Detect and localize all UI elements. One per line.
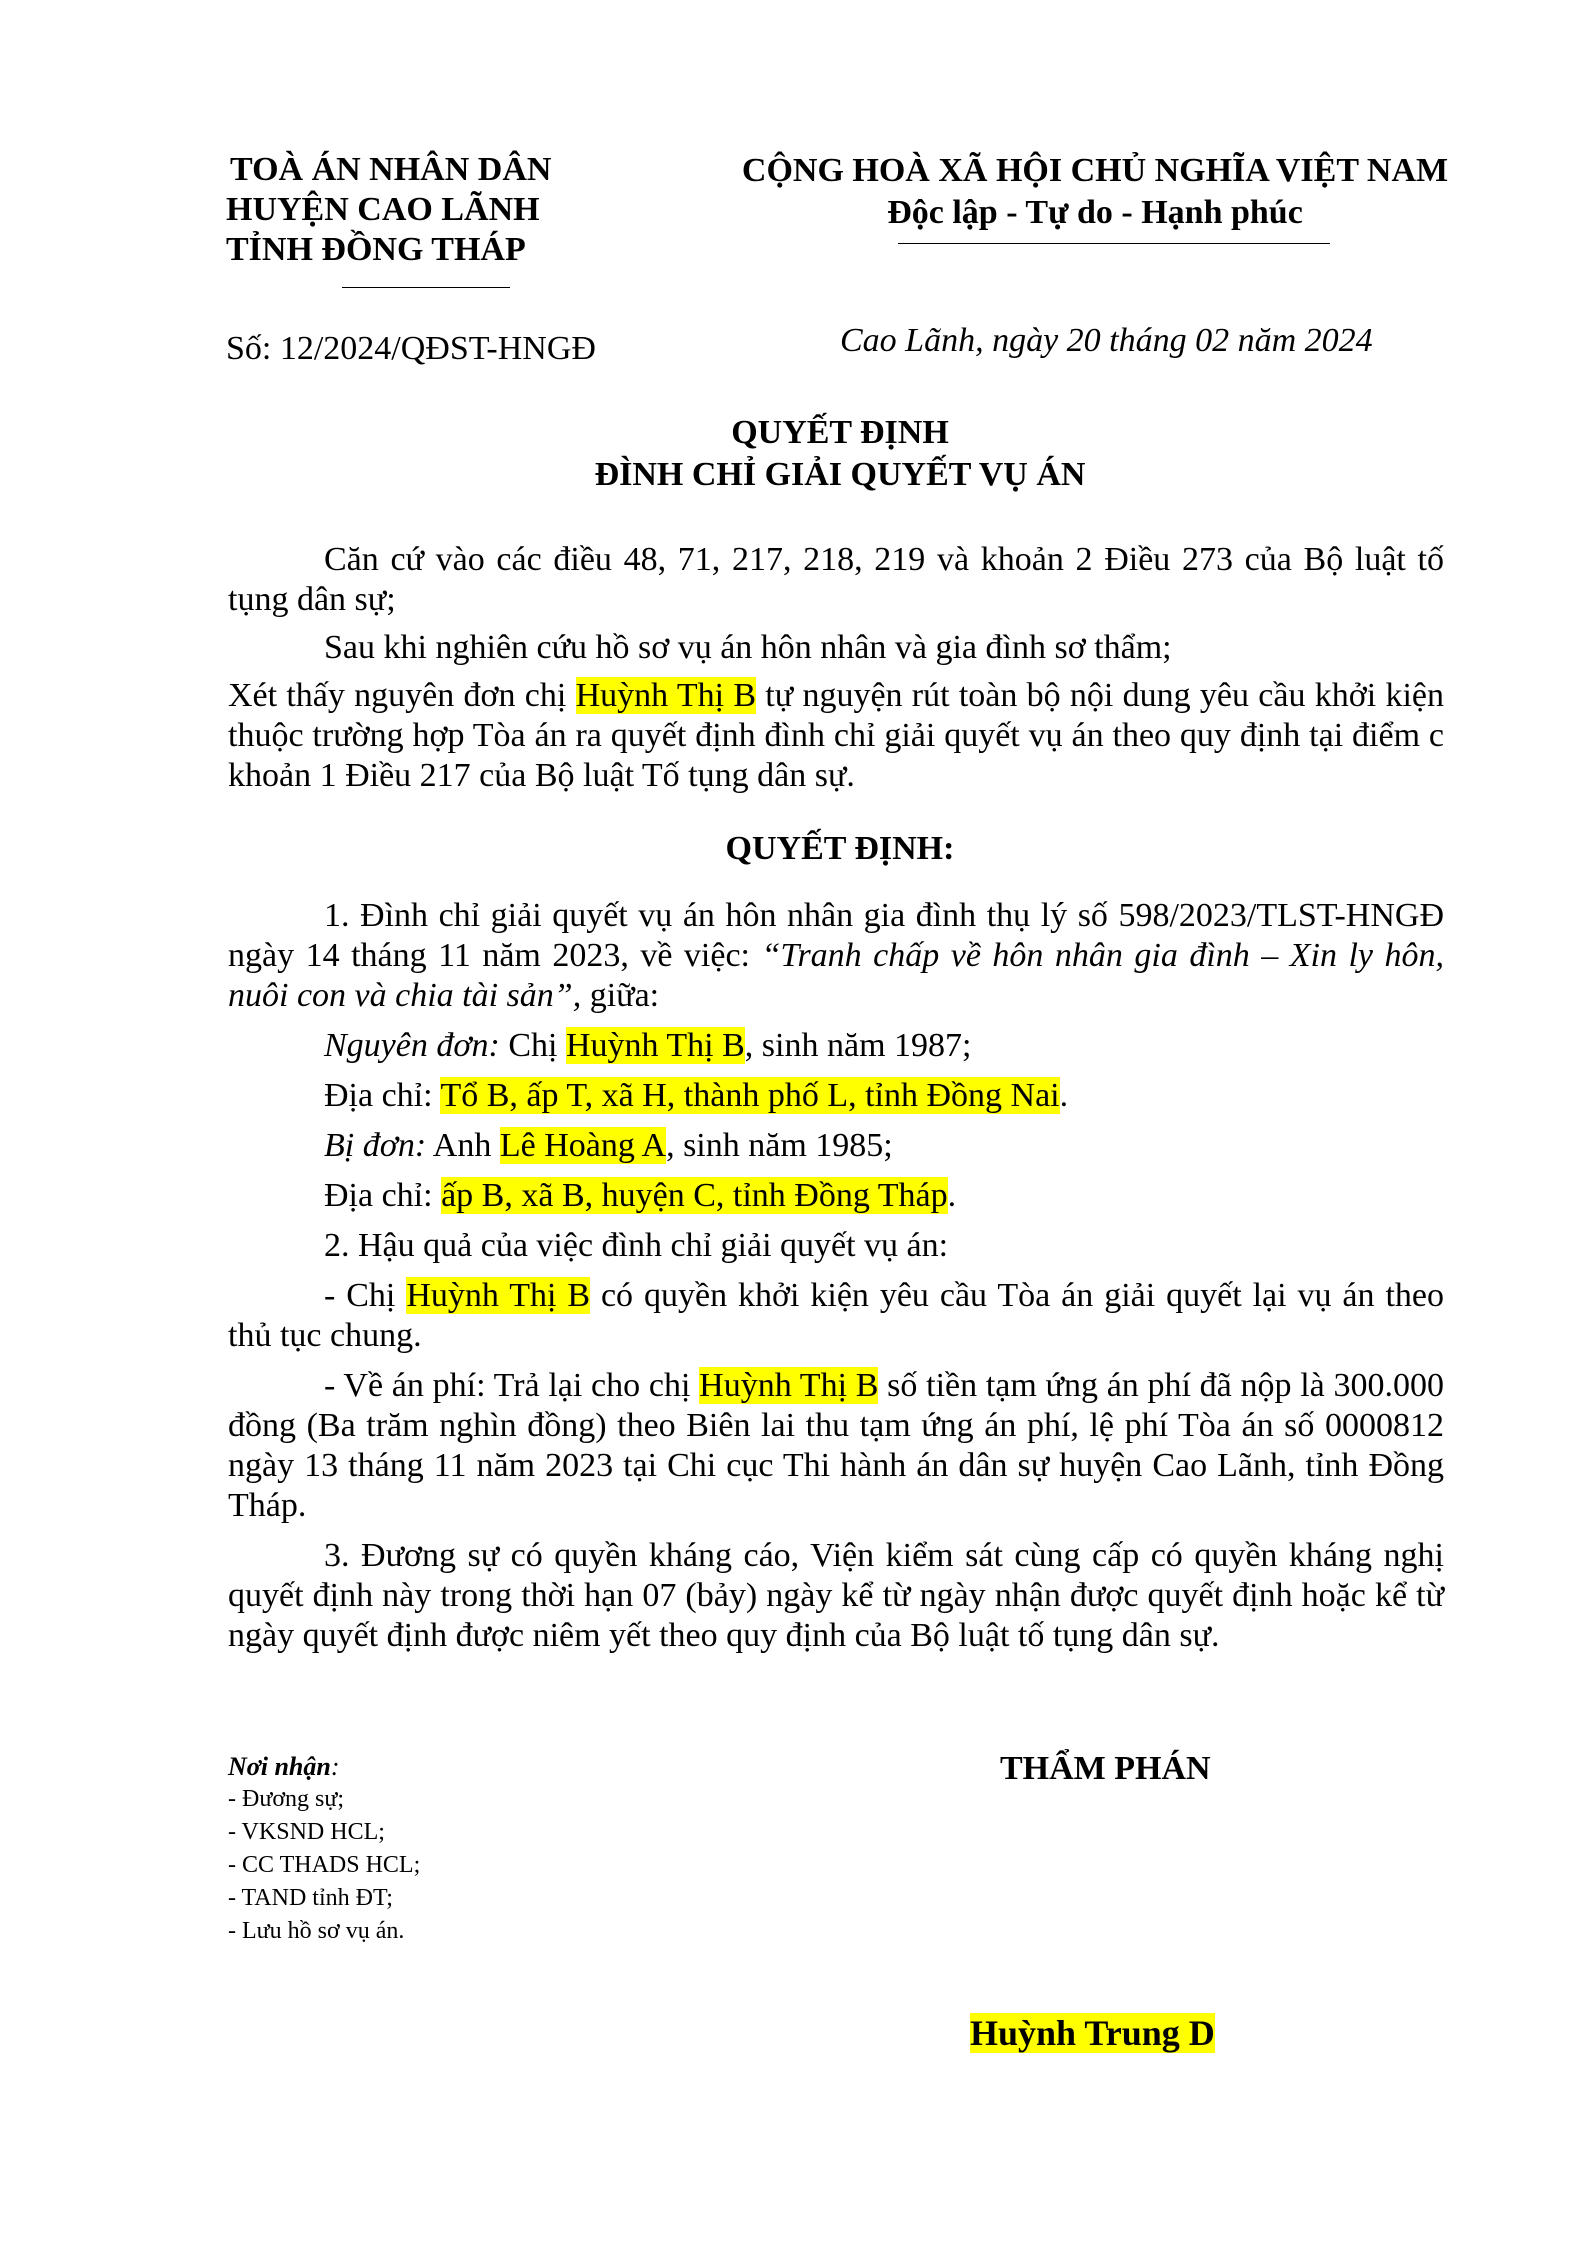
document-date: Cao Lãnh, ngày 20 tháng 02 năm 2024: [840, 322, 1373, 359]
defendant-name-highlight: Lê Hoàng A: [499, 1127, 667, 1164]
signer-name: Huỳnh Trung D: [970, 2013, 1215, 2053]
decision-item-1: 1. Đình chỉ giải quyết vụ án hôn nhân gia đình thụ lý số 598/2023/TLST-HNGĐ ngày 14 tháng 11 năm 2023, về việc: “Tranh chấp về hôn nhân gia đình – Xin ly hôn, nuôi con và chia tài sản”, giữa:: [228, 897, 1444, 1014]
plaintiff-name-highlight: Huỳnh Thị B: [575, 677, 757, 714]
plaintiff-address-line: Địa chỉ: Tổ B, ấp T, xã H, thành phố L, tỉnh Đồng Nai.: [324, 1077, 1069, 1114]
review-paragraph: Sau khi nghiên cứu hồ sơ vụ án hôn nhân và gia đình sơ thẩm;: [324, 629, 1172, 666]
plaintiff-address-highlight: Tổ B, ấp T, xã H, thành phố L, tỉnh Đồng Nai: [440, 1077, 1060, 1114]
recipient-item: - CC THADS HCL;: [228, 1852, 421, 1878]
defendant-address-highlight: ấp B, xã B, huyện C, tỉnh Đồng Tháp: [441, 1177, 948, 1214]
court-header: [226, 150, 551, 270]
plaintiff-line: Nguyên đơn: Chị Huỳnh Thị B, sinh năm 1987;: [324, 1027, 972, 1064]
consequence-refile: - Chị Huỳnh Thị B có quyền khởi kiện yêu cầu Tòa án giải quyết lại vụ án theo thủ tục chung.: [228, 1277, 1444, 1354]
recipient-item: - Lưu hồ sơ vụ án.: [228, 1918, 405, 1944]
decision-item-2: 2. Hậu quả của việc đình chỉ giải quyết vụ án:: [324, 1227, 949, 1264]
defendant-line: Bị đơn: Anh Lê Hoàng A, sinh năm 1985;: [324, 1127, 893, 1164]
decision-body: [228, 896, 1444, 1656]
defendant-address-line: Địa chỉ: ấp B, xã B, huyện C, tỉnh Đồng Tháp.: [324, 1177, 957, 1214]
document-subtitle: ĐÌNH CHỈ GIẢI QUYẾT VỤ ÁN: [594, 456, 1086, 493]
plaintiff-name-highlight: Huỳnh Thị B: [565, 1027, 745, 1064]
recipient-item: - Đương sự;: [228, 1786, 345, 1812]
document-title: QUYẾT ĐỊNH: [731, 414, 949, 451]
plaintiff-name-highlight: Huỳnh Thị B: [406, 1277, 591, 1314]
court-header-divider: [342, 287, 510, 288]
case-subject-quote: “Tranh chấp về hôn nhân gia đình – Xin ly hôn, nuôi con và chia tài sản”,: [228, 937, 1444, 1014]
motto-divider: [898, 243, 1330, 244]
plaintiff-name-highlight: Huỳnh Thị B: [699, 1367, 879, 1404]
recipients-label: Nơi nhận:: [228, 1752, 340, 1781]
court-district-line: HUYỆN CAO LÃNH: [226, 191, 540, 228]
document-number: Số: 12/2024/QĐST-HNGĐ: [226, 330, 596, 367]
recipient-item: - TAND tỉnh ĐT;: [228, 1885, 393, 1911]
finding-paragraph: Xét thấy nguyên đơn chị Huỳnh Thị B tự nguyện rút toàn bộ nội dung yêu cầu khởi kiện thuộc trường hợp Tòa án ra quyết định đình chỉ giải quyết vụ án theo quy định tại điểm c khoản 1 Điều 217 của Bộ luật Tố tụng dân sự.: [228, 677, 1444, 794]
decision-item-3: 3. Đương sự có quyền kháng cáo, Viện kiểm sát cùng cấp có quyền kháng nghị quyết định này trong thời hạn 07 (bảy) ngày kể từ ngày nhận được quyết định hoặc kể từ ngày quyết định được niêm yết theo quy định của Bộ luật tố tụng dân sự.: [228, 1537, 1444, 1654]
court-province-line: TỈNH ĐỒNG THÁP: [226, 231, 526, 268]
consequence-fee-refund: - Về án phí: Trả lại cho chị Huỳnh Thị B số tiền tạm ứng án phí đã nộp là 300.000 đồng (Ba trăm nghìn đồng) theo Biên lai thu tạm ứng án phí, lệ phí Tòa án số 0000812 ngày 13 tháng 11 năm 2023 tại Chi cục Thi hành án dân sự huyện Cao Lãnh, tỉnh Đồng Tháp.: [228, 1367, 1444, 1524]
decision-heading: QUYẾT ĐỊNH:: [725, 830, 955, 867]
recipient-item: - VKSND HCL;: [228, 1819, 385, 1845]
nation-name: CỘNG HOÀ XÃ HỘI CHỦ NGHĨA VIỆT NAM: [741, 152, 1449, 189]
court-name-line: TOÀ ÁN NHÂN DÂN: [230, 151, 552, 188]
preamble: [228, 540, 1444, 796]
nation-motto: Độc lập - Tự do - Hạnh phúc: [887, 194, 1303, 231]
nation-header: [700, 150, 1490, 234]
signer-role: THẨM PHÁN: [1000, 1750, 1211, 1787]
recipients-block: [228, 1750, 420, 1948]
legal-basis-paragraph: Căn cứ vào các điều 48, 71, 217, 218, 219 và khoản 2 Điều 273 của Bộ luật tố tụng dân sự;: [228, 541, 1444, 618]
